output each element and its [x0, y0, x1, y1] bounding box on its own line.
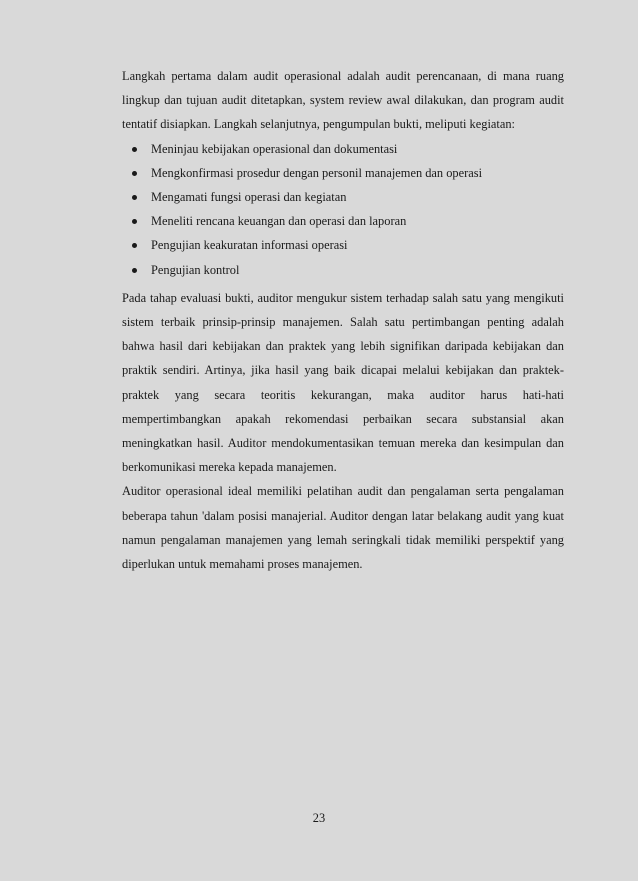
- bullet-icon: [132, 243, 137, 248]
- list-item: [126, 233, 564, 257]
- list-item: [126, 258, 564, 282]
- bullet-icon: [132, 171, 137, 176]
- paragraph-audit-planning: Langkah pertama dalam audit operasional adalah audit perencanaan, di mana ruang lingkup dan tujuan audit ditetapkan, system review awal dilakukan, dan program audit tentatif disiapkan. Langkah selanjutnya, pengumpulan bukti, meliputi kegiatan:: [122, 69, 564, 132]
- list-item-text: Mengamati fungsi operasi dan kegiatan: [151, 190, 347, 205]
- bullet-icon: [132, 195, 137, 200]
- paragraph-evidence-evaluation: Pada tahap evaluasi bukti, auditor mengukur sistem terhadap salah satu yang mengikuti sistem terbaik prinsip-prinsip manajemen. Salah satu pertimbangan penting adalah bahwa hasil dari kebijakan dan praktek yang lebih signifikan daripada kebijakan dan praktik sendiri. Artinya, jika hasil yang baik dicapai melalui kebijakan dan praktek-praktek yang secara teoritis kekurangan, maka auditor harus hati-hati mempertimbangkan apakah rekomendasi perbaikan secara substansial akan meningkatkan hasil. Auditor mendokumentasikan temuan mereka dan kesimpulan dan berkomunikasi mereka kepada manajemen.: [122, 290, 564, 475]
- bullet-icon: [132, 268, 137, 273]
- list-item: [126, 161, 564, 185]
- page-body: [122, 64, 564, 576]
- bullet-icon: [132, 147, 137, 152]
- list-item-text: Meninjau kebijakan operasional dan dokumentasi: [151, 141, 398, 156]
- list-item-text: Pengujian kontrol: [151, 262, 240, 277]
- list-item-text: Mengkonfirmasi prosedur dengan personil manajemen dan operasi: [151, 165, 483, 180]
- list-item: [126, 137, 564, 161]
- page-number: 23: [312, 811, 326, 825]
- bullet-icon: [132, 219, 137, 224]
- list-item: [126, 209, 564, 233]
- evidence-activities-list: [122, 137, 564, 282]
- paragraph-operational-auditor: Auditor operasional ideal memiliki pelatihan audit dan pengalaman serta pengalaman beberapa tahun 'dalam posisi manajerial. Auditor dengan latar belakang audit yang kuat namun pengalaman manajemen yang lemah seringkali tidak memiliki perspektif yang diperlukan untuk memahami proses manajemen.: [122, 484, 564, 572]
- list-item: [126, 185, 564, 209]
- list-item-text: Pengujian keakuratan informasi operasi: [151, 238, 348, 253]
- list-item-text: Meneliti rencana keuangan dan operasi dan laporan: [151, 214, 407, 229]
